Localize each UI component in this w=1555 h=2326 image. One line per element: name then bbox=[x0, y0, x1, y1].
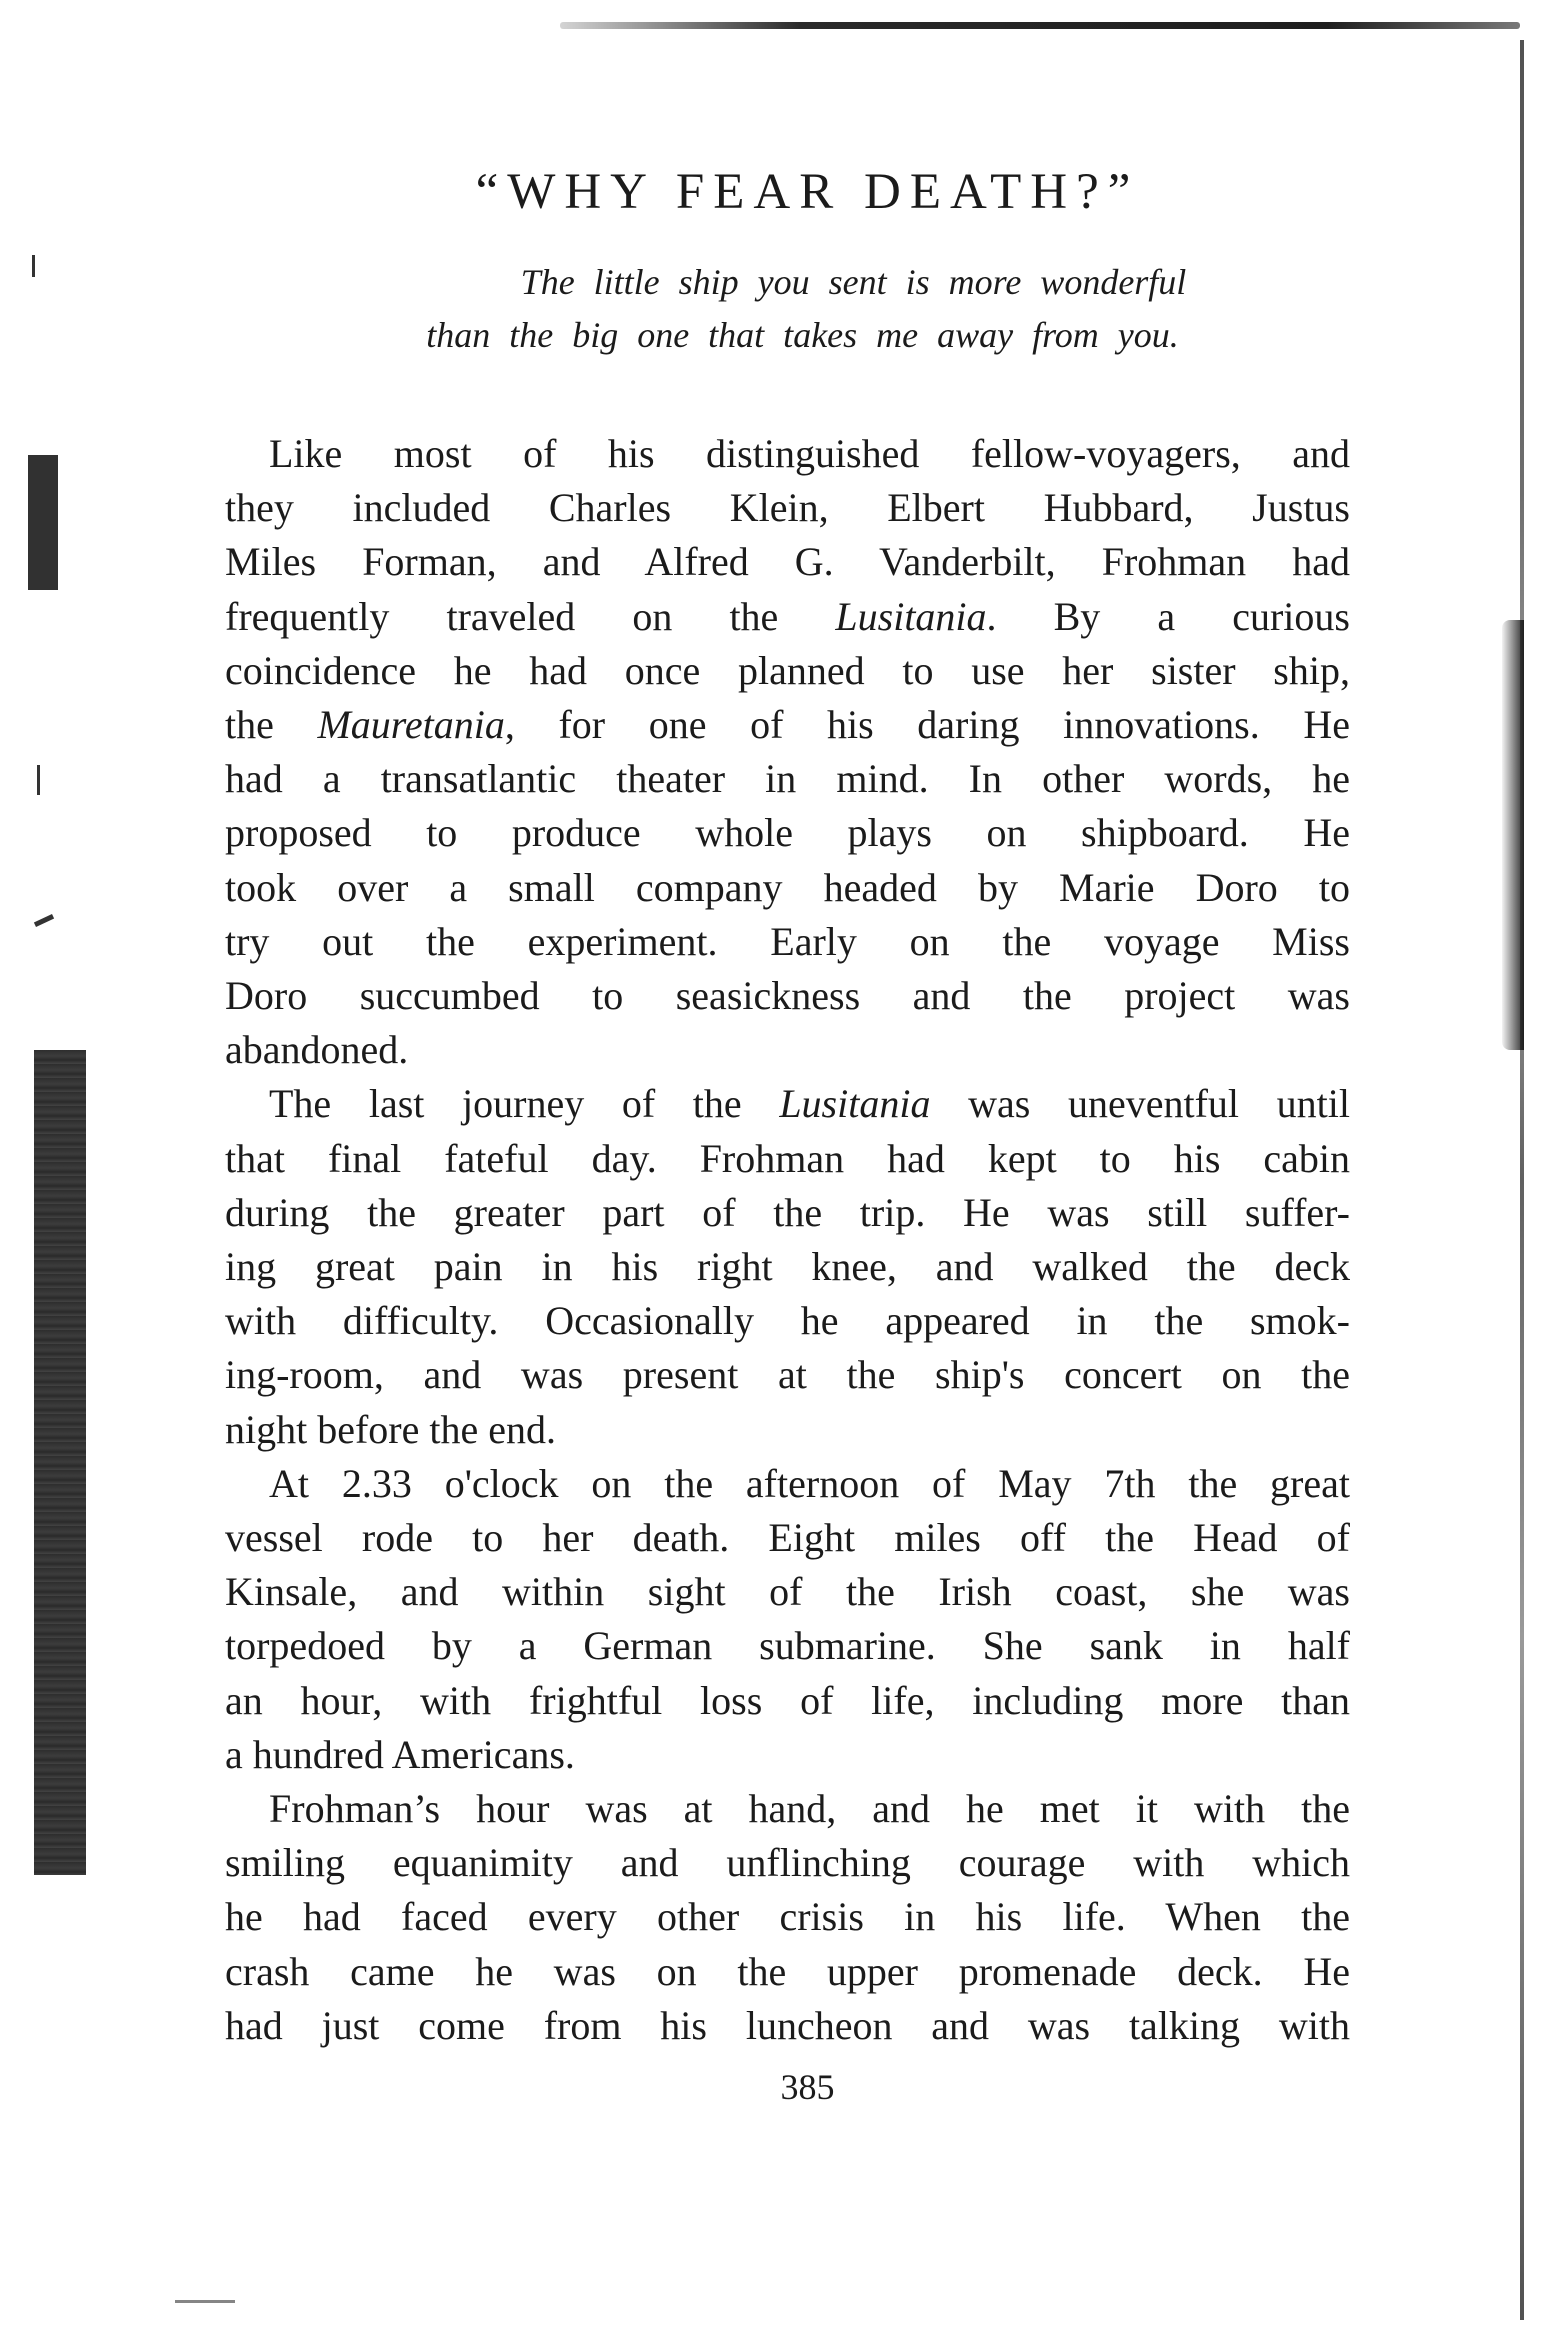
chapter-title: “WHY FEAR DEATH?” bbox=[475, 164, 1140, 220]
text-line: an hour, with frightful loss of life, including more than bbox=[225, 1677, 1350, 1723]
text-line: a hundred Americans. bbox=[225, 1731, 575, 1777]
text-line: proposed to produce whole plays on shipboard. He bbox=[225, 810, 1350, 856]
text-line: vessel rode to her death. Eight miles off the Head of bbox=[225, 1515, 1350, 1561]
text-line: Miles Forman, and Alfred G. Vanderbilt, Frohman had bbox=[225, 539, 1350, 585]
paragraph-2 bbox=[225, 1077, 1350, 1456]
scan-speck bbox=[37, 765, 40, 795]
scan-speck bbox=[34, 914, 54, 927]
text-line: The last journey of the Lusitania was uneventful until bbox=[269, 1081, 1350, 1127]
scan-edge-right bbox=[1520, 40, 1524, 2320]
text-line: had a transatlantic theater in mind. In other words, he bbox=[225, 756, 1350, 802]
text-line: he had faced every other crisis in his life. When the bbox=[225, 1894, 1350, 1940]
text-line: Like most of his distinguished fellow-voyagers, and bbox=[269, 431, 1350, 476]
text-line: abandoned. bbox=[225, 1027, 409, 1073]
text-line: Kinsale, and within sight of the Irish coast, she was bbox=[225, 1569, 1350, 1615]
text-line: Doro succumbed to seasickness and the project was bbox=[225, 973, 1350, 1019]
text-line: crash came he was on the upper promenade deck. He bbox=[225, 1948, 1350, 1994]
text-line: during the greater part of the trip. He was still suffer- bbox=[225, 1189, 1350, 1235]
text-line: with difficulty. Occasionally he appeared in the smok- bbox=[225, 1298, 1350, 1344]
text-line: try out the experiment. Early on the voyage Miss bbox=[225, 918, 1350, 964]
epigraph-line-2: than the big one that takes me away from you. bbox=[426, 315, 1179, 355]
paragraph-1 bbox=[225, 427, 1350, 1077]
scan-shadow-right bbox=[1502, 620, 1524, 1050]
body-text bbox=[225, 427, 1350, 2053]
text-line: had just come from his luncheon and was talking with bbox=[225, 2002, 1350, 2048]
text-line: Frohman’s hour was at hand, and he met it with the bbox=[269, 1786, 1350, 1832]
epigraph-line-1: The little ship you sent is more wonderful bbox=[520, 262, 1187, 302]
paragraph-3 bbox=[225, 1457, 1350, 1782]
text-line: ing great pain in his right knee, and walked the deck bbox=[225, 1244, 1350, 1290]
text-line: took over a small company headed by Marie Doro to bbox=[225, 864, 1350, 910]
text-line: night before the end. bbox=[225, 1406, 556, 1452]
scan-edge-top bbox=[560, 22, 1520, 29]
epigraph bbox=[0, 256, 1555, 362]
text-line: they included Charles Klein, Elbert Hubbard, Justus bbox=[225, 485, 1350, 531]
text-line: ing-room, and was present at the ship's concert on the bbox=[225, 1352, 1350, 1398]
text-line: frequently traveled on the Lusitania. By a curious bbox=[225, 593, 1350, 639]
text-line: the Mauretania, for one of his daring innovations. He bbox=[225, 702, 1350, 748]
scan-shadow-left-lower bbox=[34, 1050, 86, 1875]
paragraph-4 bbox=[225, 1782, 1350, 2053]
text-line: torpedoed by a German submarine. She sank in half bbox=[225, 1623, 1350, 1669]
text-line: smiling equanimity and unflinching courage with which bbox=[225, 1840, 1350, 1886]
text-line: coincidence he had once planned to use her sister ship, bbox=[225, 647, 1350, 693]
page-number: 385 bbox=[780, 2067, 835, 2107]
text-line: that final fateful day. Frohman had kept to his cabin bbox=[225, 1135, 1350, 1181]
scan-shadow-left-upper bbox=[28, 455, 58, 590]
text-line: At 2.33 o'clock on the afternoon of May 7th the great bbox=[269, 1460, 1350, 1506]
scan-speck bbox=[175, 2300, 235, 2303]
